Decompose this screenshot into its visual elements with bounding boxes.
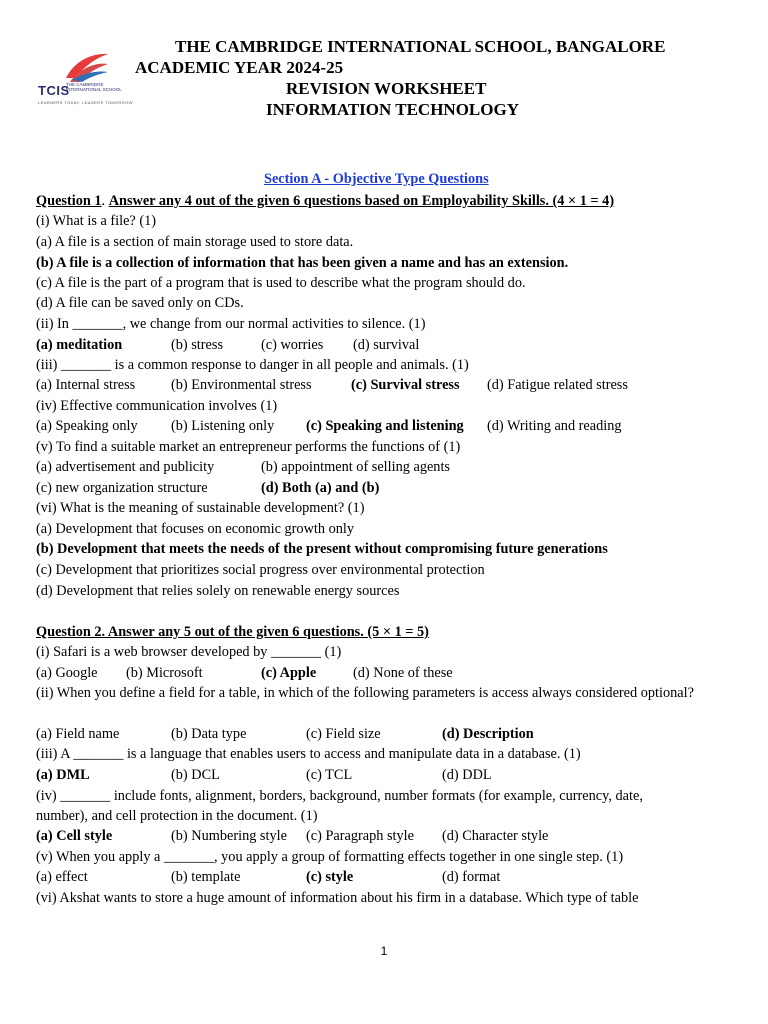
q1-v-option-d: (d) Both (a) and (b): [261, 480, 380, 496]
q2-iii-option-d: (d) DDL: [442, 767, 492, 783]
q2-iv-option-c: (c) Paragraph style: [306, 828, 414, 844]
q2-iv-line2: number), and cell protection in the document. (1): [36, 808, 318, 824]
q1-ii-option-a: (a) meditation: [36, 337, 123, 353]
q2-iv-option-d: (d) Character style: [442, 828, 549, 844]
q1-v: (v) To find a suitable market an entrepreneur performs the functions of (1): [36, 439, 461, 455]
q2-iv-option-a: (a) Cell style: [36, 828, 113, 844]
q1-ii: (ii) In _______, we change from our normal activities to silence. (1): [36, 316, 426, 332]
q2-i-option-b: (b) Microsoft: [126, 665, 203, 681]
q1-v-option-c: (c) new organization structure: [36, 480, 208, 496]
q1-vi-option-a: (a) Development that focuses on economic growth only: [36, 521, 355, 537]
q1-iii-option-a: (a) Internal stress: [36, 377, 136, 393]
q2-i: (i) Safari is a web browser developed by _______ (1): [36, 644, 342, 660]
q1-iv-option-b: (b) Listening only: [171, 418, 275, 434]
q2-iii-option-a: (a) DML: [36, 767, 90, 783]
logo-name: THE CAMBRIDGE INTERNATIONAL SCHOOL: [66, 82, 122, 92]
q2-v-option-a: (a) effect: [36, 869, 88, 885]
q1-vi: (vi) What is the meaning of sustainable development? (1): [36, 500, 365, 516]
q1-v-option-a: (a) advertisement and publicity: [36, 459, 215, 475]
q1-iii-option-b: (b) Environmental stress: [171, 377, 312, 393]
logo-acronym: TCIS: [38, 83, 70, 98]
q1-v-option-b: (b) appointment of selling agents: [261, 459, 450, 475]
q1-iv-option-d: (d) Writing and reading: [487, 418, 622, 434]
logo-tagline: LEARNERS TODAY, LEADERS TOMORROW: [38, 100, 133, 105]
q2-iii-option-b: (b) DCL: [171, 767, 220, 783]
q1-ii-option-b: (b) stress: [171, 337, 224, 353]
q1-i-option-c: (c) A file is the part of a program that is used to describe what the program should do.: [36, 275, 526, 291]
q1-i-option-d: (d) A file can be saved only on CDs.: [36, 295, 244, 311]
q2-ii-option-b: (b) Data type: [171, 726, 247, 742]
q2-iii: (iii) A _______ is a language that enables users to access and manipulate data in a database. (1): [36, 746, 581, 762]
q2-v-option-c: (c) style: [306, 869, 354, 885]
q1-vi-option-b: (b) Development that meets the needs of the present without compromising future generations: [36, 541, 608, 557]
q2-v-option-d: (d) format: [442, 869, 501, 885]
q1-i-option-a: (a) A file is a section of main storage used to store data.: [36, 234, 354, 250]
q1-vi-option-d: (d) Development that relies solely on renewable energy sources: [36, 583, 400, 599]
q1-i: (i) What is a file? (1): [36, 213, 157, 229]
subject-title: INFORMATION TECHNOLOGY: [266, 100, 519, 119]
q1-iii-option-d: (d) Fatigue related stress: [487, 377, 628, 393]
q1-ii-option-c: (c) worries: [261, 337, 324, 353]
q2-iii-option-c: (c) TCL: [306, 767, 353, 783]
q2-iv-line1: (iv) _______ include fonts, alignment, borders, background, number formats (for example, currency, date,: [36, 788, 643, 804]
q2-ii-option-a: (a) Field name: [36, 726, 120, 742]
q2-ii-option-d: (d) Description: [442, 726, 534, 742]
section-a-heading[interactable]: Section A - Objective Type Questions: [264, 171, 489, 187]
worksheet-title: REVISION WORKSHEET: [286, 79, 487, 98]
q1-iv-option-c: (c) Speaking and listening: [306, 418, 464, 434]
q2-vi: (vi) Akshat wants to store a huge amount of information about his firm in a database. Which type of table: [36, 890, 639, 906]
q1-iv: (iv) Effective communication involves (1): [36, 398, 278, 414]
school-logo: [36, 48, 146, 108]
page-number: 1: [380, 944, 388, 958]
q2-i-option-d: (d) None of these: [353, 665, 453, 681]
q1-i-option-b: (b) A file is a collection of information that has been given a name and has an extension.: [36, 255, 569, 271]
q1-iii-option-c: (c) Survival stress: [351, 377, 460, 393]
q1-heading: Question 1. Answer any 4 out of the given 6 questions based on Employability Skills. (4 × 1 = 4): [36, 193, 615, 209]
q2-ii: (ii) When you define a field for a table, in which of the following parameters is access always considered optional?: [36, 685, 694, 701]
q2-i-option-a: (a) Google: [36, 665, 98, 681]
q1-iv-option-a: (a) Speaking only: [36, 418, 138, 434]
q1-iii: (iii) _______ is a common response to danger in all people and animals. (1): [36, 357, 469, 373]
q2-v-option-b: (b) template: [171, 869, 241, 885]
q1-vi-option-c: (c) Development that prioritizes social progress over environmental protection: [36, 562, 485, 578]
q2-i-option-c: (c) Apple: [261, 665, 317, 681]
q2-v: (v) When you apply a _______, you apply a group of formatting effects together in one single step. (1): [36, 849, 624, 865]
q2-ii-option-c: (c) Field size: [306, 726, 381, 742]
academic-year: ACADEMIC YEAR 2024-25: [135, 58, 344, 77]
q2-heading: Question 2. Answer any 5 out of the given 6 questions. (5 × 1 = 5): [36, 624, 429, 640]
q2-iv-option-b: (b) Numbering style: [171, 828, 287, 844]
school-name: THE CAMBRIDGE INTERNATIONAL SCHOOL, BANGALORE: [175, 37, 666, 56]
q1-ii-option-d: (d) survival: [353, 337, 420, 353]
